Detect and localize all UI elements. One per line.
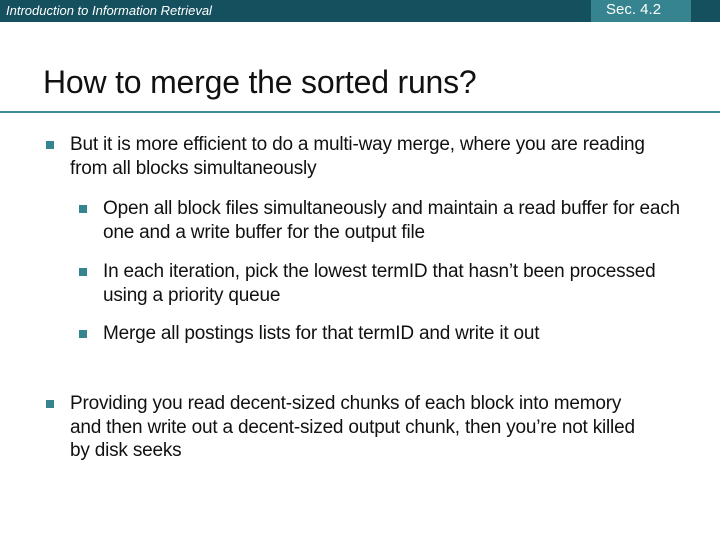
slide-title: How to merge the sorted runs? [43, 64, 477, 100]
sub-bullet-marker-icon [79, 330, 87, 338]
bullet-text: Providing you read decent-sized chunks of each block into memory and then write out a decent-sized output chunk, then you’re not killed by disk seeks [70, 393, 635, 461]
sub-bullet-marker-icon [79, 205, 87, 213]
bullet-marker-icon [46, 141, 54, 149]
section-label: Sec. 4.2 [591, 0, 691, 22]
sub-bullet-text: In each iteration, pick the lowest termID that hasn’t been processed using a priority queue [103, 261, 656, 306]
sub-bullet-marker-icon [79, 268, 87, 276]
title-divider [0, 111, 720, 113]
sub-bullet-text: Open all block files simultaneously and maintain a read buffer for each one and a write buffer for the output file [103, 198, 680, 243]
bullet-marker-icon [46, 400, 54, 408]
sub-bullet-text: Merge all postings lists for that termID and write it out [103, 323, 540, 344]
bullet-text: But it is more efficient to do a multi-way merge, where you are reading from all blocks simultaneously [70, 134, 645, 179]
course-title: Introduction to Information Retrieval [6, 3, 212, 18]
header-bar [0, 0, 720, 22]
